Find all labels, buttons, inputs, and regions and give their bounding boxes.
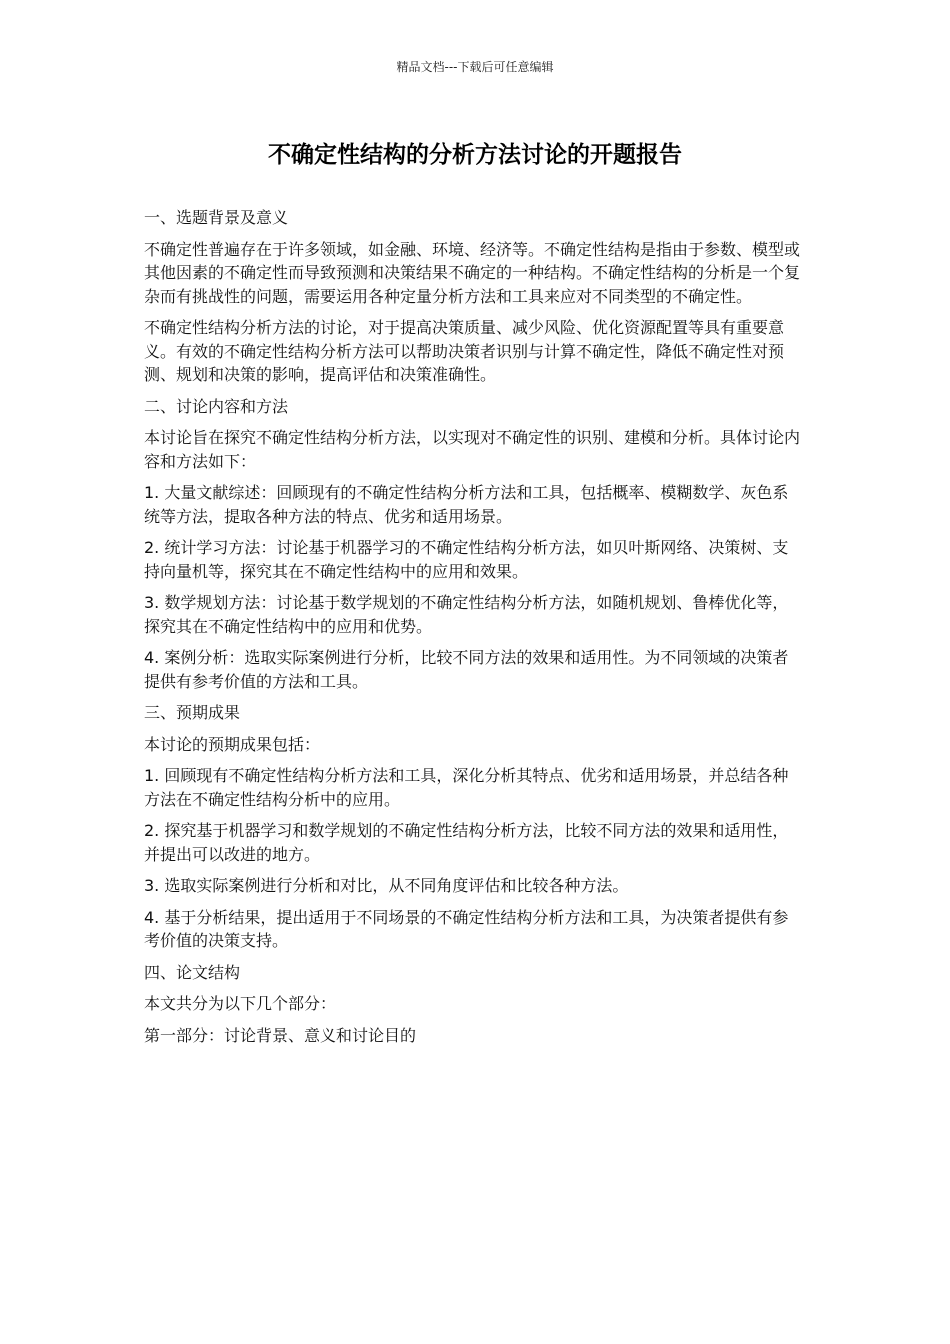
page-header: 精品文档---下载后可任意编辑 xyxy=(396,60,554,74)
section-heading-1: 一、选题背景及意义 xyxy=(144,208,289,227)
list-item: 1. 大量文献综述：回顾现有的不确定性结构分析方法和工具，包括概率、模糊数学、灰色系统等方法，提取各种方法的特点、优劣和适用场景。 xyxy=(144,483,789,526)
paragraph: 第一部分：讨论背景、意义和讨论目的 xyxy=(144,1025,417,1045)
paragraph: 本讨论旨在探究不确定性结构分析方法，以实现对不确定性的识别、建模和分析。具体讨论内容和方法如下： xyxy=(144,428,801,471)
list-item: 1. 回顾现有不确定性结构分析方法和工具，深化分析其特点、优劣和适用场景，并总结各种方法在不确定性结构分析中的应用。 xyxy=(144,766,789,809)
list-item: 2. 统计学习方法：讨论基于机器学习的不确定性结构分析方法，如贝叶斯网络、决策树、支持向量机等，探究其在不确定性结构中的应用和效果。 xyxy=(144,538,789,581)
list-item: 2. 探究基于机器学习和数学规划的不确定性结构分析方法，比较不同方法的效果和适用性，并提出可以改进的地方。 xyxy=(144,821,789,864)
list-item: 4. 案例分析：选取实际案例进行分析，比较不同方法的效果和适用性。为不同领域的决策者提供有参考价值的方法和工具。 xyxy=(144,648,789,691)
paragraph: 本讨论的预期成果包括： xyxy=(144,734,321,754)
paragraph: 不确定性结构分析方法的讨论，对于提高决策质量、减少风险、优化资源配置等具有重要意义。有效的不确定性结构分析方法可以帮助决策者识别与计算不确定性，降低不确定性对预测、规划和决策的影响，提高评估和决策准确性。 xyxy=(144,318,785,384)
document-body xyxy=(144,206,804,1055)
list-item: 4. 基于分析结果，提出适用于不同场景的不确定性结构分析方法和工具，为决策者提供有参考价值的决策支持。 xyxy=(144,907,789,950)
list-item: 3. 数学规划方法：讨论基于数学规划的不确定性结构分析方法，如随机规划、鲁棒优化等，探究其在不确定性结构中的应用和优势。 xyxy=(144,593,789,636)
paragraph: 本文共分为以下几个部分： xyxy=(144,994,337,1013)
list-item: 3. 选取实际案例进行分析和对比，从不同角度评估和比较各种方法。 xyxy=(144,876,629,895)
section-heading-4: 四、论文结构 xyxy=(144,962,241,982)
section-heading-2: 二、讨论内容和方法 xyxy=(144,396,289,416)
section-heading-3: 三、预期成果 xyxy=(144,703,241,722)
paragraph: 不确定性普遍存在于许多领域，如金融、环境、经济等。不确定性结构是指由于参数、模型或其他因素的不确定性而导致预测和决策结果不确定的一种结构。不确定性结构的分析是一个复杂而有挑战性的问题，需要运用各种定量分析方法和工具来应对不同类型的不确定性。 xyxy=(144,239,801,306)
document-title: 不确定性结构的分析方法讨论的开题报告 xyxy=(268,142,682,168)
